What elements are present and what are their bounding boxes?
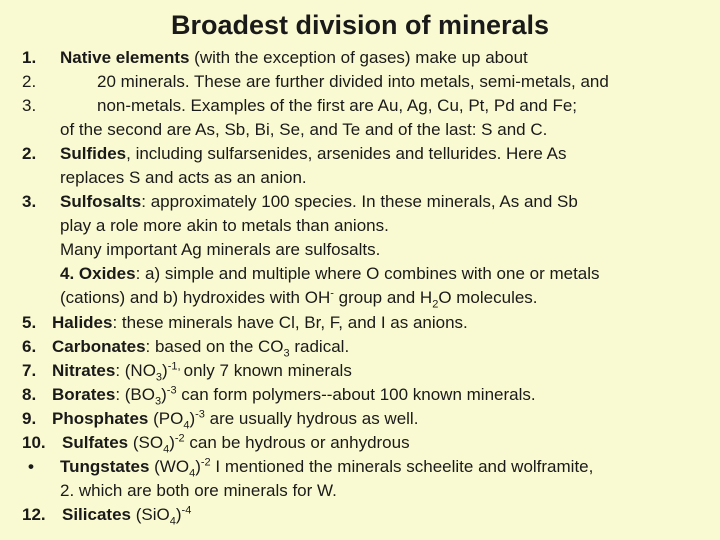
list-item-carbonates: Carbonates: based on the $CO_3$ radical.	[52, 337, 350, 360]
list-item-silicates: Silicates $(SiO_4)^{-4}$	[62, 504, 192, 528]
list-item-carbonates-number: 6.	[22, 337, 37, 356]
list-item-phosphates: Phosphates $(PO_4)^{-3}$ are usually hydrous as well.	[52, 408, 419, 432]
list-item-sulfates-number: 10.	[22, 433, 46, 452]
list-item-sulfosalts: Sulfosalts: approximately 100 species. In these minerals, As and Sb	[60, 192, 578, 211]
list-item-halides: Halides: these minerals have Cl, Br, F, and I as anions.	[52, 313, 468, 332]
continuation-line: replaces S and acts as an anion.	[60, 168, 307, 187]
list-item-phosphates-number: 9.	[22, 409, 37, 428]
list-item-borates: Borates: $(BO_3)^{-3}$ can form polymers--about 100 known minerals.	[52, 384, 536, 408]
term-sulfides: Sulfides	[60, 144, 127, 163]
term-phosphates: Phosphates	[52, 409, 149, 428]
list-item-halides-number: 5.	[22, 313, 37, 332]
continuation-line: of the second are As, Sb, Bi, Se, and Te and of the last: S and C.	[60, 120, 548, 139]
list-item-sulfides-number: 2.	[22, 144, 37, 163]
continuation-line: 2. which are both ore minerals for W.	[60, 481, 337, 500]
term-borates: Borates	[52, 385, 116, 404]
term-native-elements: Native elements	[60, 48, 190, 67]
continuation-line: play a role more akin to metals than anions.	[60, 216, 389, 235]
list-item-1	[22, 48, 36, 68]
term-silicates: Silicates	[62, 505, 131, 524]
term-carbonates: Carbonates	[52, 337, 146, 356]
term-tungstates: Tungstates	[60, 457, 150, 476]
term-sulfosalts: Sulfosalts	[60, 192, 142, 211]
list-item-silicates-number: 12.	[22, 505, 46, 524]
bullet-icon: •	[28, 457, 34, 476]
list-item-3-text: non-metals. Examples of the first are Au, Ag, Cu, Pt, Pd and Fe;	[97, 96, 578, 115]
list-item-oxides: 4. Oxides: a) simple and multiple where O combines with one or metals	[60, 264, 600, 283]
list-item-nitrates-number: 7.	[22, 361, 37, 380]
list-item-sulfates: Sulfates $(SO_4)^{-2}$ can be hydrous or anhydrous	[62, 432, 410, 456]
term-nitrates: Nitrates	[52, 361, 116, 380]
list-item-2-number: 2.	[22, 72, 37, 91]
list-item-borates-number: 8.	[22, 385, 37, 404]
list-item-2-text: 20 minerals. These are further divided into metals, semi-metals, and	[97, 72, 609, 91]
term-sulfates: Sulfates	[62, 433, 129, 452]
list-item-sulfosalts-number: 3.	[22, 192, 37, 211]
continuation-line: Many important Ag minerals are sulfosalts.	[60, 240, 381, 259]
list-item-sulfides: Sulfides, including sulfarsenides, arsenides and tellurides. Here As	[60, 144, 567, 163]
term-oxides: 4. Oxides	[60, 264, 136, 283]
continuation-line: (cations) and b) hydroxides with OH- group and $H_2O$ molecules.	[60, 287, 538, 311]
item-number: 1.	[22, 48, 37, 67]
slide-title: Broadest division of minerals	[170, 10, 550, 40]
term-halides: Halides	[52, 313, 113, 332]
list-item-tungstates: Tungstates $(WO_4)^{-2}$ I mentioned the minerals scheelite and wolframite,	[60, 456, 594, 480]
list-item-nitrates: Nitrates: $(NO_3)^{-1,}$ only 7 known minerals	[52, 360, 352, 384]
list-item-3-number: 3.	[22, 96, 37, 115]
list-item-1-text: Native elements (with the exception of gases) make up about	[60, 48, 528, 67]
